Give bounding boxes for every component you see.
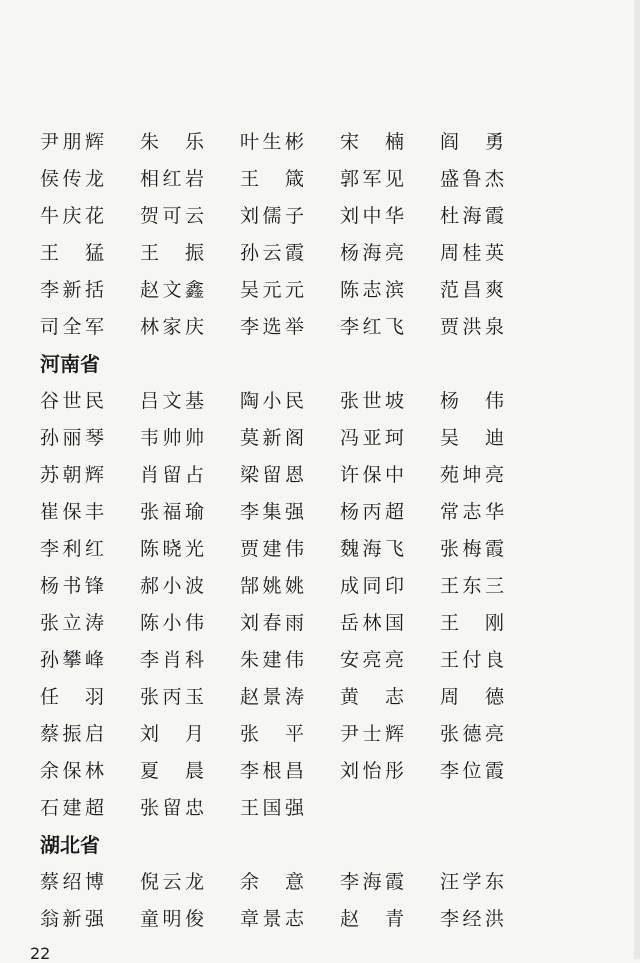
person-name: 刘春雨 <box>240 612 304 634</box>
province-heading: 湖北省 <box>40 833 100 857</box>
person-name: 李集强 <box>240 501 304 523</box>
name-row <box>0 201 640 231</box>
person-name: 周桂英 <box>440 242 504 264</box>
name-row <box>0 238 640 268</box>
person-name: 赵青 <box>340 908 404 930</box>
person-name: 苏朝辉 <box>40 464 104 486</box>
person-name: 谷世民 <box>40 390 104 412</box>
person-name: 常志华 <box>440 501 504 523</box>
person-name: 张留忠 <box>140 797 204 819</box>
person-name: 陶小民 <box>240 390 304 412</box>
person-name: 范昌爽 <box>440 279 504 301</box>
person-name: 李新括 <box>40 279 104 301</box>
person-name: 陈小伟 <box>140 612 204 634</box>
person-name: 王付良 <box>440 649 504 671</box>
person-name: 朱乐 <box>140 131 204 153</box>
person-name: 张梅霞 <box>440 538 504 560</box>
person-name: 张世坡 <box>340 390 404 412</box>
name-row <box>0 423 640 453</box>
person-name: 盛鲁杰 <box>440 168 504 190</box>
person-name: 石建超 <box>40 797 104 819</box>
person-name: 侯传龙 <box>40 168 104 190</box>
person-name: 张德亮 <box>440 723 504 745</box>
name-row <box>0 312 640 342</box>
person-name: 崔保丰 <box>40 501 104 523</box>
name-row <box>0 793 640 823</box>
person-name: 魏海飞 <box>340 538 404 560</box>
person-name: 牛庆花 <box>40 205 104 227</box>
person-name: 张平 <box>240 723 304 745</box>
person-name: 周德 <box>440 686 504 708</box>
person-name: 莫新阁 <box>240 427 304 449</box>
person-name: 杨海亮 <box>340 242 404 264</box>
person-name: 阎勇 <box>440 131 504 153</box>
name-row <box>0 756 640 786</box>
person-name: 刘儒子 <box>240 205 304 227</box>
person-name: 吕文基 <box>140 390 204 412</box>
person-name: 韦帅帅 <box>140 427 204 449</box>
name-row <box>0 867 640 897</box>
person-name: 相红岩 <box>140 168 204 190</box>
person-name: 郭军见 <box>340 168 404 190</box>
name-row <box>0 719 640 749</box>
person-name: 王猛 <box>40 242 104 264</box>
person-name: 陈晓光 <box>140 538 204 560</box>
person-name: 吴迪 <box>440 427 504 449</box>
person-name: 王东三 <box>440 575 504 597</box>
person-name: 尹士辉 <box>340 723 404 745</box>
person-name: 王箴 <box>240 168 304 190</box>
person-name: 杨丙超 <box>340 501 404 523</box>
person-name: 王国强 <box>240 797 304 819</box>
name-row <box>0 571 640 601</box>
person-name: 任羽 <box>40 686 104 708</box>
name-row <box>0 645 640 675</box>
person-name: 李经洪 <box>440 908 504 930</box>
person-name: 刘月 <box>140 723 204 745</box>
person-name: 郜姚姚 <box>240 575 304 597</box>
person-name: 孙丽琴 <box>40 427 104 449</box>
person-name: 肖留占 <box>140 464 204 486</box>
name-row <box>0 164 640 194</box>
person-name: 孙云霞 <box>240 242 304 264</box>
page-edge <box>634 0 640 959</box>
person-name: 夏晨 <box>140 760 204 782</box>
person-name: 李位霞 <box>440 760 504 782</box>
person-name: 赵文鑫 <box>140 279 204 301</box>
person-name: 汪学东 <box>440 871 504 893</box>
person-name: 贾建伟 <box>240 538 304 560</box>
person-name: 张立涛 <box>40 612 104 634</box>
person-name: 李利红 <box>40 538 104 560</box>
person-name: 赵景涛 <box>240 686 304 708</box>
person-name: 岳林国 <box>340 612 404 634</box>
person-name: 朱建伟 <box>240 649 304 671</box>
province-heading: 河南省 <box>40 352 100 376</box>
person-name: 叶生彬 <box>240 131 304 153</box>
name-row <box>0 682 640 712</box>
person-name: 李肖科 <box>140 649 204 671</box>
person-name: 童明俊 <box>140 908 204 930</box>
person-name: 余保林 <box>40 760 104 782</box>
person-name: 刘中华 <box>340 205 404 227</box>
name-row <box>0 460 640 490</box>
name-row <box>0 497 640 527</box>
person-name: 宋楠 <box>340 131 404 153</box>
person-name: 倪云龙 <box>140 871 204 893</box>
person-name: 冯亚珂 <box>340 427 404 449</box>
person-name: 李根昌 <box>240 760 304 782</box>
name-row <box>0 275 640 305</box>
page-number: 22 <box>30 944 51 963</box>
name-row <box>0 608 640 638</box>
person-name: 贾洪泉 <box>440 316 504 338</box>
name-row <box>0 534 640 564</box>
person-name: 郝小波 <box>140 575 204 597</box>
person-name: 章景志 <box>240 908 304 930</box>
person-name: 余意 <box>240 871 304 893</box>
person-name: 司全军 <box>40 316 104 338</box>
person-name: 苑坤亮 <box>440 464 504 486</box>
name-row <box>0 127 640 157</box>
person-name: 许保中 <box>340 464 404 486</box>
person-name: 安亮亮 <box>340 649 404 671</box>
person-name: 王刚 <box>440 612 504 634</box>
person-name: 蔡振启 <box>40 723 104 745</box>
person-name: 成同印 <box>340 575 404 597</box>
person-name: 李红飞 <box>340 316 404 338</box>
person-name: 张福瑜 <box>140 501 204 523</box>
person-name: 贺可云 <box>140 205 204 227</box>
name-row <box>0 386 640 416</box>
person-name: 刘怡彤 <box>340 760 404 782</box>
person-name: 杨书锋 <box>40 575 104 597</box>
person-name: 张丙玉 <box>140 686 204 708</box>
person-name: 李选举 <box>240 316 304 338</box>
name-row <box>0 904 640 934</box>
person-name: 陈志滨 <box>340 279 404 301</box>
person-name: 梁留恩 <box>240 464 304 486</box>
person-name: 杨伟 <box>440 390 504 412</box>
person-name: 杜海霞 <box>440 205 504 227</box>
person-name: 翁新强 <box>40 908 104 930</box>
person-name: 吴元元 <box>240 279 304 301</box>
person-name: 尹朋辉 <box>40 131 104 153</box>
person-name: 蔡绍博 <box>40 871 104 893</box>
person-name: 李海霞 <box>340 871 404 893</box>
person-name: 孙攀峰 <box>40 649 104 671</box>
person-name: 林家庆 <box>140 316 204 338</box>
person-name: 黄志 <box>340 686 404 708</box>
person-name: 王振 <box>140 242 204 264</box>
